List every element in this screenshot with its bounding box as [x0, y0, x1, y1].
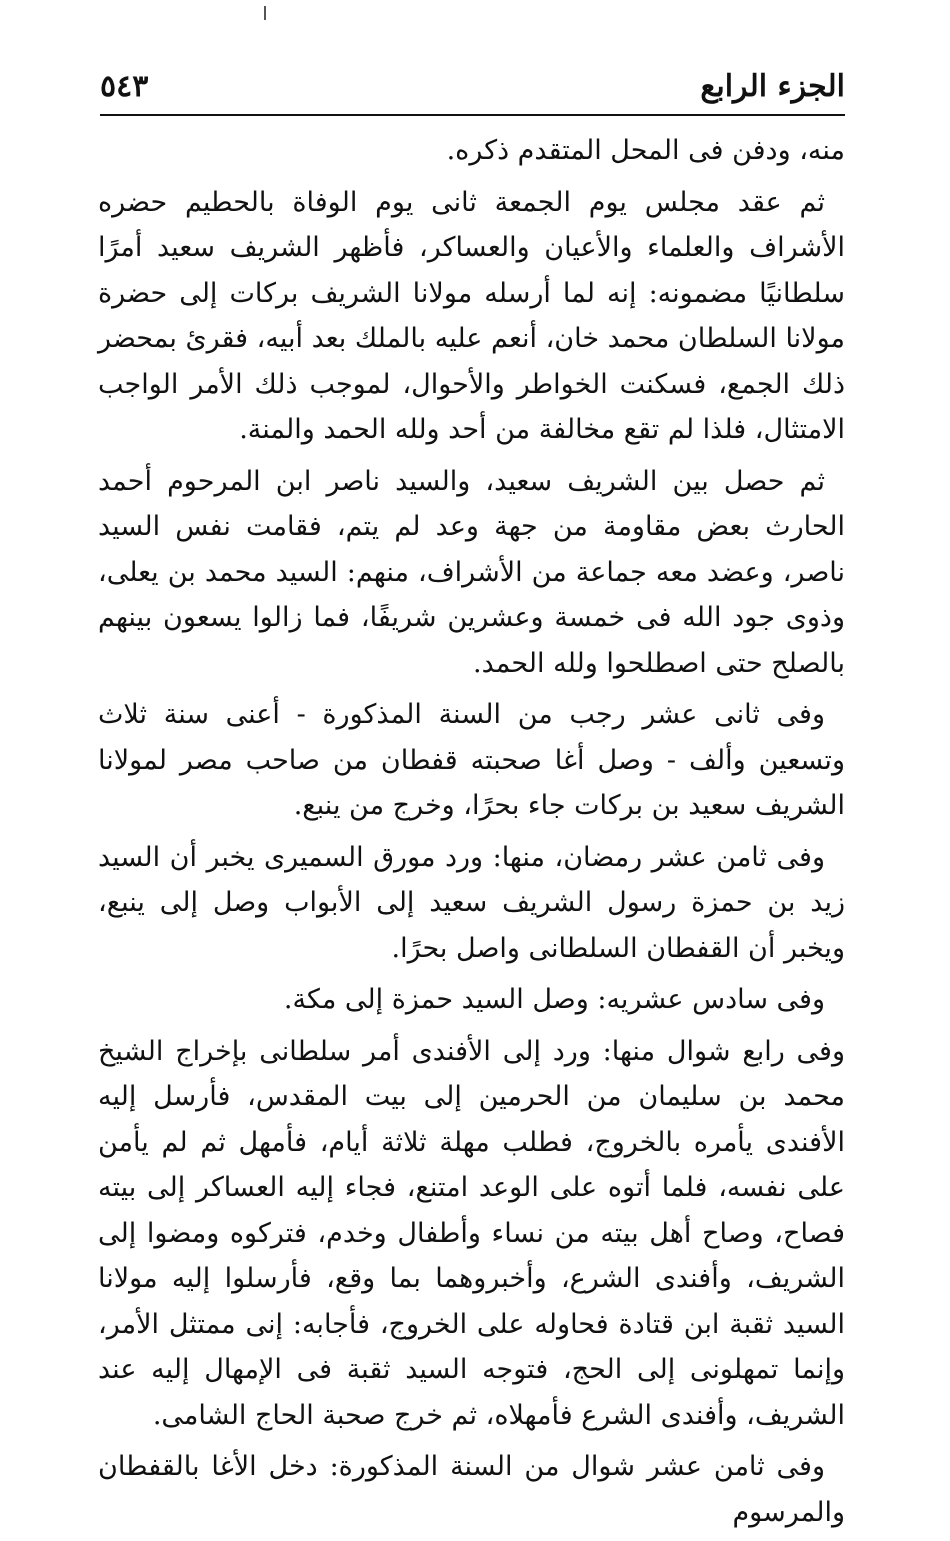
paragraph: وفى ثانى عشر رجب من السنة المذكورة - أعنى سنة ثلاث وتسعين وألف - وصل أغا صحبته قفطان من صاحب مصر لمولانا الشريف سعيد بن بركات جاء بحرًا، وخرج من ينبع.	[98, 699, 845, 821]
running-title: الجزء الرابع	[700, 68, 845, 104]
paragraph: وفى سادس عشريه: وصل السيد حمزة إلى مكة.	[283, 984, 825, 1015]
paragraph: وفى ثامن عشر رمضان، منها: ورد مورق السميرى يخبر أن السيد زيد بن حمزة رسول الشريف سعيد إلى الأبواب وصل إلى ينبع، ويخبر أن القفطان السلطانى واصل بحرًا.	[98, 841, 845, 964]
scan-mark	[264, 6, 266, 20]
page-number: ٥٤٣	[100, 68, 149, 104]
page-header	[100, 60, 845, 112]
paragraph: منه، ودفن فى المحل المتقدم ذكره.	[446, 135, 845, 166]
paragraph: وفى ثامن عشر شوال من السنة المذكورة: دخل الأغا بالقفطان والمرسوم	[98, 1451, 845, 1528]
paragraph: ثم حصل بين الشريف سعيد، والسيد ناصر ابن المرحوم أحمد الحارث بعض مقاومة من جهة وعد لم يتم، فقامت نفس السيد ناصر، وعضد معه جماعة من الأشراف، منهم: السيد محمد بن يعلى، وذوى جود الله فى خمسة وعشرين شريفًا، فما زالوا يسعون بينهم بالصلح حتى اصطلحوا ولله الحمد.	[98, 465, 845, 679]
header-rule	[100, 114, 845, 116]
paragraph: وفى رابع شوال منها: ورد إلى الأفندى أمر سلطانى بإخراج الشيخ محمد بن سليمان من الحرمين إلى بيت المقدس، فأرسل إليه الأفندى يأمره بالخروج، فطلب مهلة ثلاثة أيام، فأمهل ثم لم يأمن على نفسه، فلما أتوه على الوعد امتنع، فجاء إليه العساكر إلى بيته فصاح، وصاح أهل بيته من نساء وأطفال وخدم، فتركوه ومضوا إلى الشريف، وأفندى الشرع، وأخبروهما بما وقع، فأرسلوا إليه مولانا السيد ثقبة ابن قتادة فحاوله على الخروج، فأجابه: إنى ممتثل الأمر، وإنما تمهلونى إلى الحج، فتوجه السيد ثقبة فى الإمهال إليه عند الشريف، وأفندى الشرع فأمهلاه، ثم خرج صحبة الحاج الشامى.	[98, 1035, 845, 1431]
body-text	[98, 128, 845, 1541]
paragraph: ثم عقد مجلس يوم الجمعة ثانى يوم الوفاة بالحطيم حضره الأشراف والعلماء والأعيان والعساكر، فأظهر الشريف سعيد أمرًا سلطانيًا مضمونه: إنه لما أرسله مولانا الشريف بركات إلى حضرة مولانا السلطان محمد خان، أنعم عليه بالملك بعد أبيه، فقرئ بمحضر ذلك الجمع، فسكنت الخواطر والأحوال، لموجب ذلك الأمر الواجب الامتثال، فلذا لم تقع مخالفة من أحد ولله الحمد والمنة.	[98, 186, 845, 445]
